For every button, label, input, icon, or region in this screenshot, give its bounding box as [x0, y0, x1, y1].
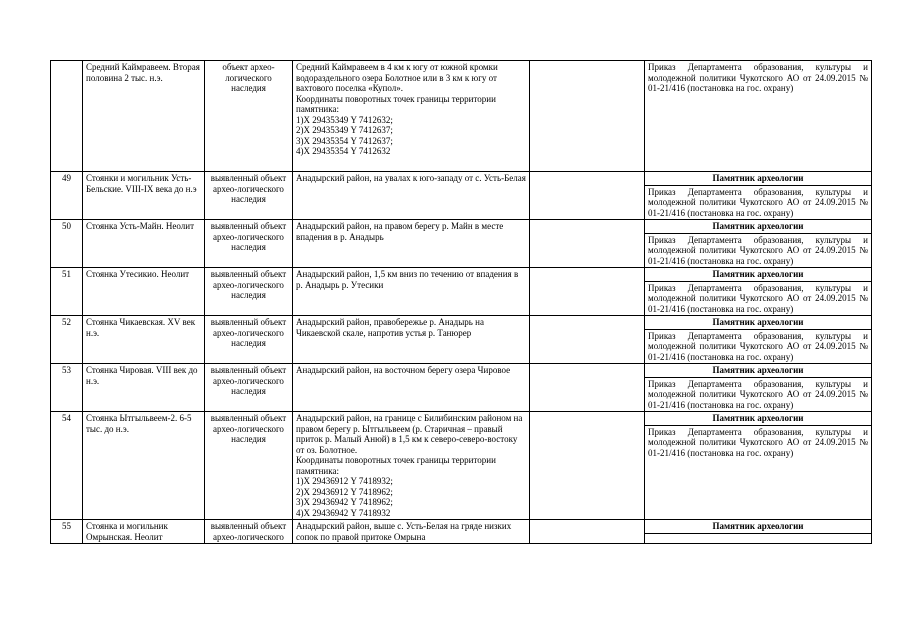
protection-order-text: Приказ Департамента образования, культуры и молодежной политики Чукотского АО от 24.09.2015 № 01-21/416 (постановка на гос. охрану) — [648, 186, 868, 218]
category-heading: Памятник археологии — [645, 220, 871, 234]
coordinate-point: 3)Х 29436942 Y 7418962; — [296, 497, 393, 507]
monument-category: выявленный объект архео-логического — [205, 520, 293, 544]
monument-location — [293, 316, 530, 364]
coordinate-point: 3)Х 29435354 Y 7412637; — [296, 135, 393, 146]
table-row — [51, 520, 872, 544]
location-text: Анадырский район, выше с. Усть-Белая на гряде низких сопок по правой притоке Омрына — [296, 521, 512, 542]
document-cell — [645, 520, 872, 544]
monument-category: выявленный объект архео-логического наследия — [205, 316, 293, 364]
monument-name: Средний Каймравеем. Вторая половина 2 тыс. н.э. — [83, 61, 205, 172]
protection-order-text: Приказ Департамента образования, культуры и молодежной политики Чукотского АО от 24.09.2015 № 01-21/416 (постановка на гос. охрану) — [648, 330, 868, 362]
monument-name: Стоянки и могильник Усть-Бельские. VIII-IX века до н.э — [83, 172, 205, 220]
row-number: 55 — [51, 520, 83, 544]
coordinates-title: Координаты поворотных точек границы территории памятника: — [296, 455, 496, 476]
monument-name: Стоянка Утесикио. Неолит — [83, 268, 205, 316]
monuments-table — [50, 60, 872, 544]
coordinate-point: 1)Х 29436912 Y 7418932; — [296, 476, 393, 486]
protection-order-text: Приказ Департамента образования, культуры и молодежной политики Чукотского АО от 24.09.2015 № 01-21/416 (постановка на гос. охрану) — [648, 234, 868, 266]
monument-name: Стоянка Усть-Майн. Неолит — [83, 220, 205, 268]
monument-name: Стоянка Ытгыльвеем-2. 6-5 тыс. до н.э. — [83, 412, 205, 520]
document-cell — [645, 61, 872, 172]
location-text: Анадырский район, на границе с Билибинским районом на правом берегу р. Ытгыльвеем (р. Старичная – правый приток р. Малый Анюй) в 1,5 км к северо-северо-востоку от оз. Болотное. — [296, 413, 523, 455]
document-cell — [645, 172, 872, 220]
coordinate-point: 4)Х 29436942 Y 7418932 — [296, 507, 391, 518]
protection-order-text: Приказ Департамента образования, культуры и молодежной политики Чукотского АО от 24.09.2015 № 01-21/416 (постановка на гос. охрану) — [648, 62, 868, 93]
location-text: Анадырский район, на восточном берегу озера Чировое — [296, 365, 511, 375]
protection-order-text: Приказ Департамента образования, культуры и молодежной политики Чукотского АО от 24.09.2015 № 01-21/416 (постановка на гос. охрану) — [648, 426, 868, 458]
location-text: Анадырский район, на увалах к юго-западу от с. Усть-Белая — [296, 173, 526, 183]
monument-name: Стоянка Чировая. VIII век до н.э. — [83, 364, 205, 412]
row-number: 54 — [51, 412, 83, 520]
category-heading: Памятник археологии — [645, 364, 871, 378]
location-text: Анадырский район, на правом берегу р. Майн в месте впадения в р. Анадырь — [296, 221, 504, 242]
location-text: Анадырский район, правобережье р. Анадырь на Чикаевской скале, напротив устья р. Танюрер — [296, 317, 484, 338]
category-heading: Памятник археологии — [645, 316, 871, 330]
coordinate-point: 2)Х 29435349 Y 7412637; — [296, 125, 393, 135]
row-number: 52 — [51, 316, 83, 364]
monument-location — [293, 61, 530, 172]
empty-cell — [530, 412, 645, 520]
protection-order-text: Приказ Департамента образования, культуры и молодежной политики Чукотского АО от 24.09.2015 № 01-21/416 (постановка на гос. охрану) — [648, 282, 868, 314]
document-cell — [645, 412, 872, 520]
table-row — [51, 268, 872, 316]
monument-location — [293, 268, 530, 316]
document-cell — [645, 220, 872, 268]
monument-location — [293, 412, 530, 520]
empty-cell — [530, 220, 645, 268]
empty-cell — [530, 268, 645, 316]
monument-location — [293, 364, 530, 412]
monument-location — [293, 220, 530, 268]
empty-cell — [530, 316, 645, 364]
table-row — [51, 220, 872, 268]
monument-name: Стоянка и могильник Омрынская. Неолит — [83, 520, 205, 544]
monument-location — [293, 520, 530, 544]
coordinate-point: 2)Х 29436912 Y 7418962; — [296, 486, 393, 497]
coordinate-point: 4)Х 29435354 Y 7412632 — [296, 146, 391, 156]
document-cell — [645, 316, 872, 364]
category-heading: Памятник археологии — [645, 268, 871, 282]
monument-category: выявленный объект архео-логического наследия — [205, 268, 293, 316]
protection-order-text: Приказ Департамента образования, культуры и молодежной политики Чукотского АО от 24.09.2015 № 01-21/416 (постановка на гос. охрану) — [648, 378, 868, 410]
document-cell — [645, 268, 872, 316]
location-text: Анадырский район, 1,5 км вниз по течению от впадения в р. Анадырь р. Утесики — [296, 269, 519, 290]
empty-cell — [530, 364, 645, 412]
table-row — [51, 172, 872, 220]
table-row — [51, 316, 872, 364]
table-row — [51, 412, 872, 520]
row-number — [51, 61, 83, 172]
empty-cell — [530, 520, 645, 544]
monument-category: объект архео-логического наследия — [205, 61, 293, 172]
coordinates-title: Координаты поворотных точек границы территории памятника: — [296, 93, 496, 114]
table-row — [51, 61, 872, 172]
monument-category: выявленный объект архео-логического наследия — [205, 364, 293, 412]
empty-cell — [530, 172, 645, 220]
monuments-table-body — [51, 61, 872, 544]
category-heading: Памятник археологии — [645, 412, 871, 426]
category-heading: Памятник археологии — [645, 520, 871, 534]
row-number: 53 — [51, 364, 83, 412]
category-heading: Памятник археологии — [645, 172, 871, 186]
document-cell — [645, 364, 872, 412]
monument-category: выявленный объект архео-логического наследия — [205, 412, 293, 520]
monument-location — [293, 172, 530, 220]
row-number: 51 — [51, 268, 83, 316]
coordinate-point: 1)Х 29435349 Y 7412632; — [296, 114, 393, 125]
table-row — [51, 364, 872, 412]
row-number: 49 — [51, 172, 83, 220]
monument-category: выявленный объект архео-логического наследия — [205, 172, 293, 220]
monument-category: выявленный объект архео-логического наследия — [205, 220, 293, 268]
empty-cell — [530, 61, 645, 172]
row-number: 50 — [51, 220, 83, 268]
monument-name: Стоянка Чикаевская. XV век н.э. — [83, 316, 205, 364]
location-text: Средний Каймравеем в 4 км к югу от южной кромки водораздельного озера Болотное или в 3 км к югу от вахтового поселка «Купол». — [296, 62, 498, 93]
